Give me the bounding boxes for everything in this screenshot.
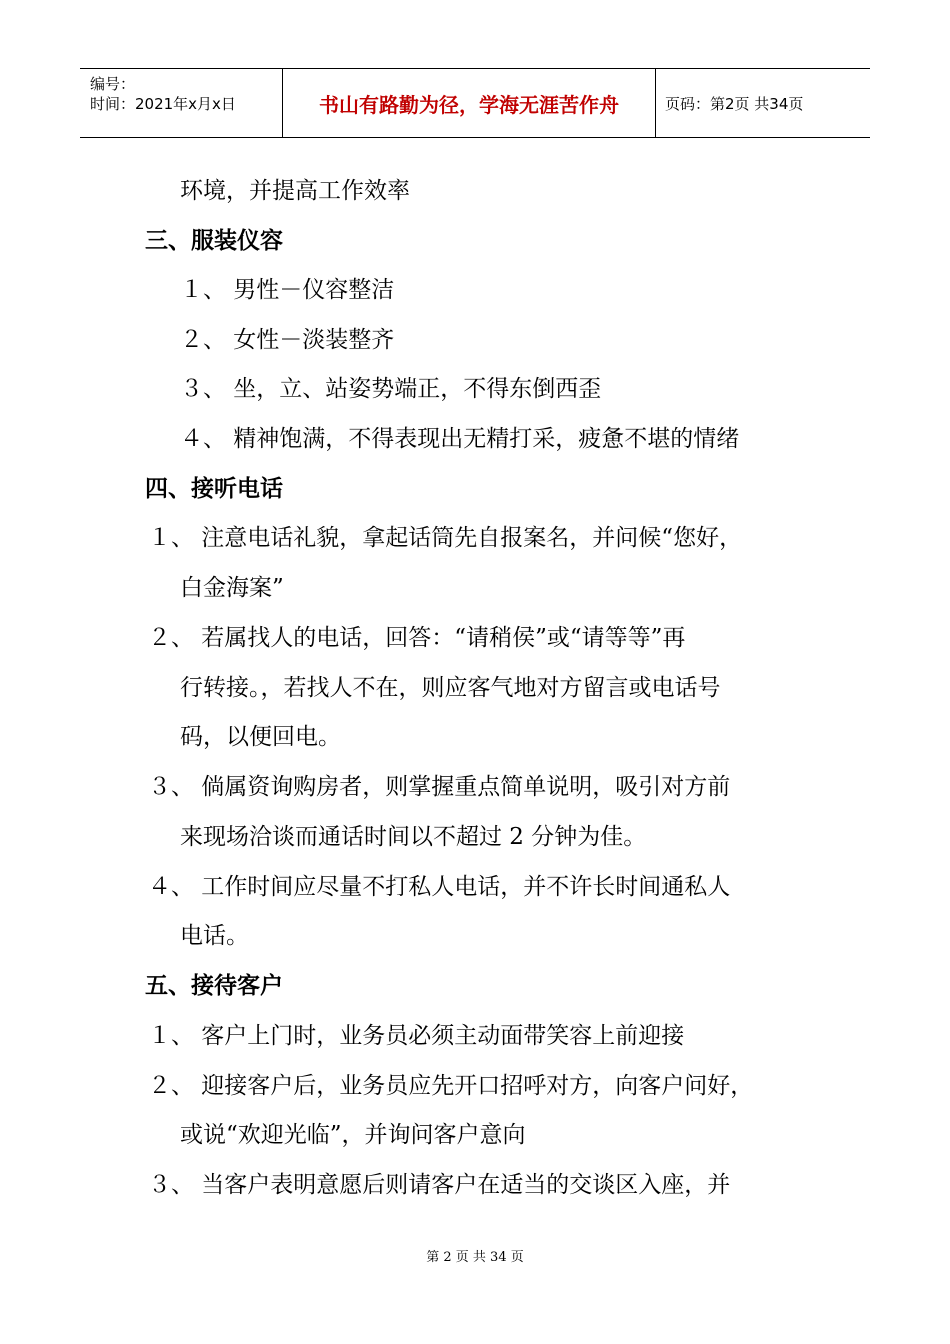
header-page-cell <box>655 69 870 137</box>
list-item: ２、 若属找人的电话，回答：“请稍侯”或“请等等”再 <box>148 625 686 651</box>
list-item: ３、 当客户表明意愿后则请客户在适当的交谈区入座，并 <box>148 1172 731 1198</box>
page-footer: 第 2 页 共 34 页 <box>426 1250 524 1265</box>
section-heading: 五、接待客户 <box>145 973 283 999</box>
header-left-cell <box>80 69 282 137</box>
list-item: ３、 倘属资询购房者，则掌握重点简单说明，吸引对方前 <box>148 774 731 800</box>
list-item: ４、 精神饱满，不得表现出无精打采，疲惫不堪的情绪 <box>180 426 740 452</box>
document-number-label: 编号： <box>90 75 136 93</box>
list-item-continuation: 码，以便回电。 <box>180 724 341 750</box>
list-item-continuation: 白金海案” <box>180 575 284 601</box>
list-item: ２、 迎接客户后，业务员应先开口招呼对方，向客户问好， <box>148 1073 754 1099</box>
list-item: ４、 工作时间应尽量不打私人电话，并不许长时间通私人 <box>148 874 731 900</box>
section-heading: 四、接听电话 <box>145 476 283 502</box>
body-line: 环境，并提高工作效率 <box>180 178 410 204</box>
list-item-continuation: 行转接。，若找人不在，则应客气地对方留言或电话号 <box>180 675 721 701</box>
list-item: １、 男性－仪容整洁 <box>180 277 395 303</box>
list-item: １、 注意电话礼貌，拿起话筒先自报案名，并问候“您好， <box>148 525 743 551</box>
document-header <box>80 68 870 138</box>
list-item: ３、 坐，立、站姿势端正，不得东倒西歪 <box>180 376 602 402</box>
list-item-continuation: 电话。 <box>180 923 249 949</box>
header-motto-cell <box>282 69 656 137</box>
list-item-continuation: 来现场洽谈而通话时间以不超过 2 分钟为佳。 <box>180 824 647 850</box>
list-item: ２、 女性－淡装整齐 <box>180 327 395 353</box>
list-item: １、 客户上门时，业务员必须主动面带笑容上前迎接 <box>148 1023 685 1049</box>
header-motto: 书山有路勤为径，学海无涯苦作舟 <box>319 92 619 117</box>
document-time-label: 时间：2021年x月x日 <box>90 95 236 113</box>
list-item-continuation: 或说“欢迎光临”，并询问客户意向 <box>180 1122 526 1148</box>
section-heading: 三、服装仪容 <box>145 228 283 254</box>
header-page-info: 页码：第2页 共34页 <box>665 94 804 113</box>
